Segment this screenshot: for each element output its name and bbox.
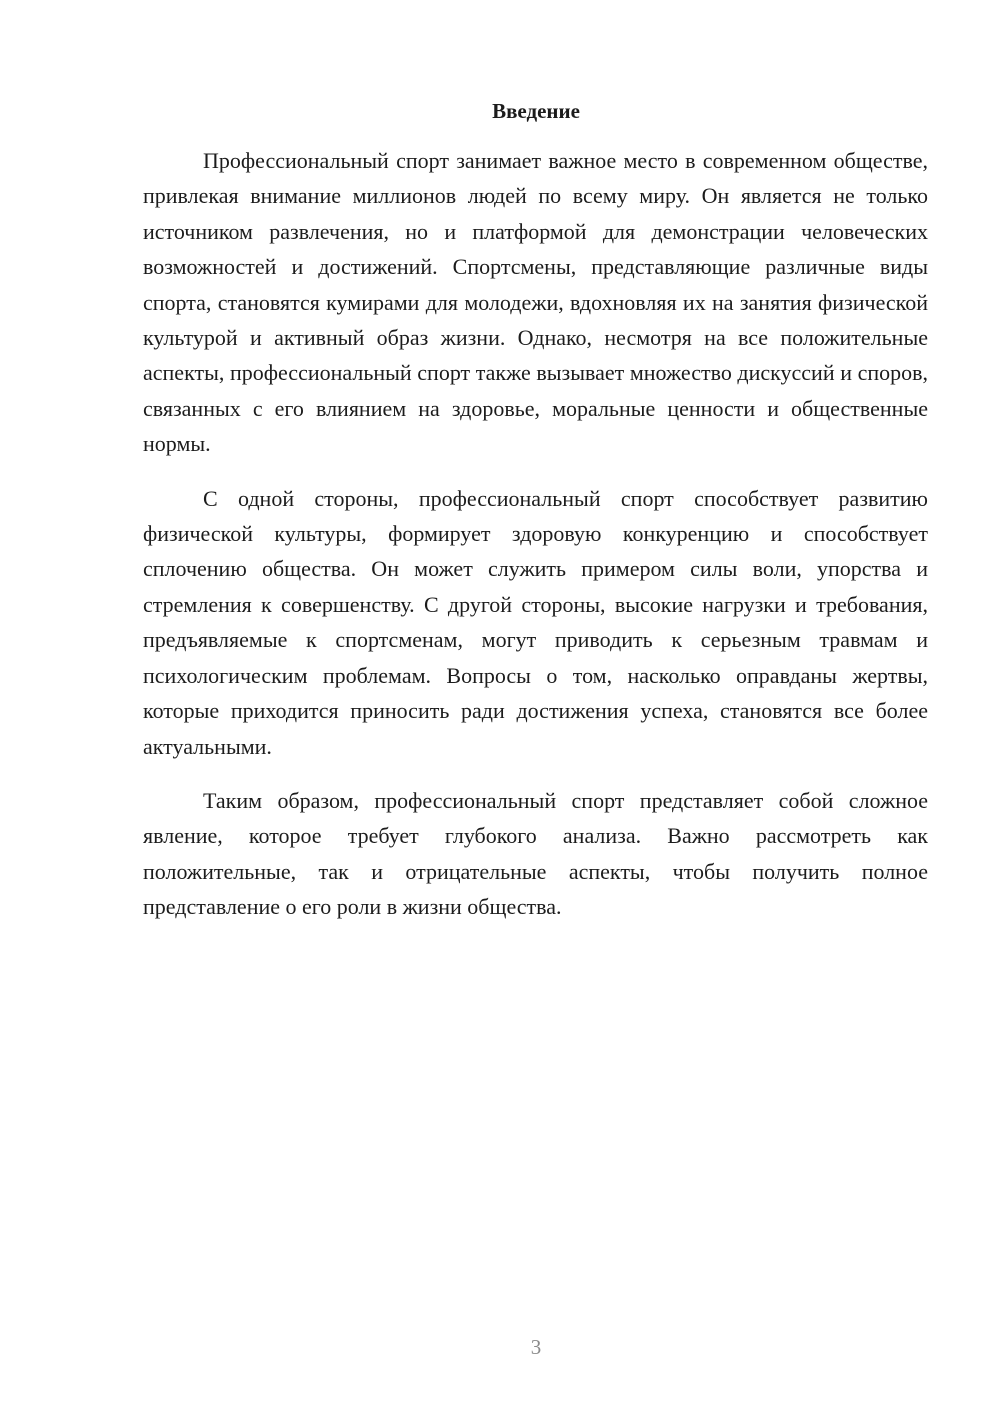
paragraph-3: Таким образом, профессиональный спорт представляет собой сложное явление, которое требует глубокого анализа. Важно рассмотреть как положительные, так и отрицательные аспекты, чтобы получить полное представление о его роли в жизни общества.: [143, 787, 928, 920]
paragraph-2: С одной стороны, профессиональный спорт способствует развитию физической культуры, формирует здоровую конкуренцию и способствует сплочению общества. Он может служить примером силы воли, упорства и стремления к совершенству. С другой стороны, высокие нагрузки и требования, предъявляемые к спортсменам, могут приводить к серьезным травмам и психологическим проблемам. Вопросы о том, насколько оправданы жертвы, которые приходится приносить ради достижения успеха, становятся все более актуальными.: [143, 485, 928, 759]
section-heading: Введение: [492, 99, 580, 123]
body-text: [143, 143, 928, 944]
paragraph-1: Профессиональный спорт занимает важное место в современном обществе, привлекая внимание миллионов людей по всему миру. Он является не только источником развлечения, но и платформой для демонстрации человеческих возможностей и достижений. Спортсмены, представляющие различные виды спорта, становятся кумирами для молодежи, вдохновляя их на занятия физической культурой и активный образ жизни. Однако, несмотря на все положительные аспекты, профессиональный спорт также вызывает множество дискуссий и споров, связанных с его влиянием на здоровье, моральные ценности и общественные нормы.: [143, 148, 928, 457]
page-number: 3: [530, 1335, 542, 1359]
